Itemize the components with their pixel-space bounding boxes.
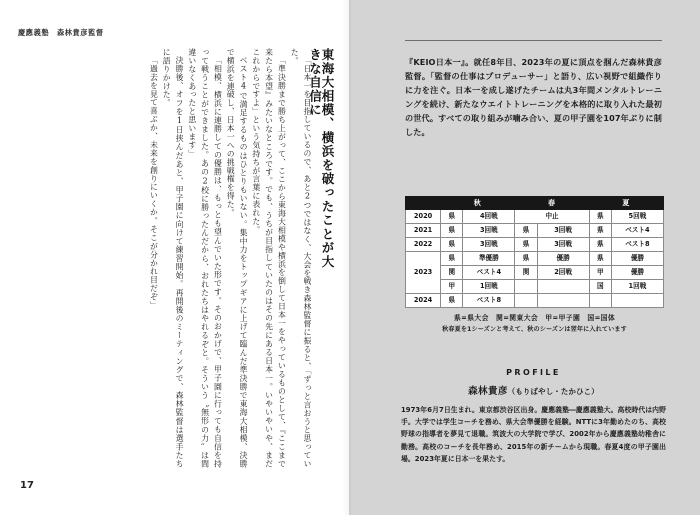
cell-badge: 県: [589, 210, 611, 224]
cell-result: 優勝: [537, 252, 589, 266]
table-row: [406, 266, 664, 280]
cell-badge: 県: [515, 252, 537, 266]
table-header-row: [406, 197, 664, 210]
cell-result: ベスト8: [463, 294, 515, 308]
record-table: [405, 196, 664, 308]
divider-rule: [405, 40, 662, 41]
cell-year: 2022: [406, 238, 441, 252]
table-legend: 県=県大会 関=関東大会 甲=甲子園 国=国体: [453, 314, 616, 322]
cell-badge: 県: [589, 252, 611, 266]
body-paragraph: 決勝後、オフを1日挟んだあと、甲子園に向けて練習開始。再開後のミーティングで、森林監督は選手たちに語りかけた。: [162, 48, 185, 468]
table-row: [406, 294, 664, 308]
profile-name-kanji: 森林貴彦: [468, 386, 508, 397]
cell-result: 中止: [515, 210, 589, 224]
cell-badge: 県: [515, 238, 537, 252]
table-footnote: 秋春夏を1シーズンと考えて、秋のシーズンは翌年に入れています: [442, 325, 627, 333]
table-row: [406, 224, 664, 238]
cell-badge: 県: [515, 224, 537, 238]
body-paragraph: 「相模、横浜に連勝しての優勝は、もっとも望んでいた形です。そのおかげで、甲子園に行っても自信を持って戦うことができました。あの2校に勝ったんだから、おれたちはやれるぞと。そういう〝無形の力〟は間違いなくあったと思います」: [187, 48, 223, 468]
cell-badge: 県: [441, 294, 463, 308]
profile-kicker: PROFILE: [506, 368, 561, 377]
table-row: [406, 238, 664, 252]
cell-year: 2024: [406, 294, 441, 308]
cell-result-empty: [537, 280, 589, 294]
cell-badge: 甲: [441, 280, 463, 294]
cell-badge: 県: [441, 238, 463, 252]
table-note: [405, 314, 664, 334]
cell-result: ベスト8: [611, 238, 663, 252]
table-row: [406, 210, 664, 224]
body-paragraph: 「日本一を目指しているので、あと2つではなく、大会を戦き森林監督に振ると、「ずっと言おうと思っていた。: [290, 48, 312, 468]
profile-body: 1973年6月7日生まれ。東京都渋谷区出身。慶應義塾―慶應義塾大。高校時代は内野手。大学では学生コーチを務め、県大会準優勝を経験。NTTに3年勤めたのち、高校野球の指導者を夢見て退職。筑波大の大学院で学び、2002年から慶應義塾幼稚舎に勤務。高校のコーチを長年務め、2015年の新チームから現職。春夏4度の甲子園出場。2023年夏に日本一を果たす。: [401, 406, 666, 463]
lead-paragraph: 『KEIO日本一』。就任8年目、2023年の夏に頂点を掴んだ森林貴彦監督。「監督の仕事はプロデューサー」と語り、広い視野で組織作りに力を注ぐ。日本一を成し遂げたチームは丸3年間メンタルトレーニングを続け、新たなウエイトトレーニングを本格的に取り入れた最初の世代。すべての取り組みが噛み合い、夏の甲子園を107年ぶりに制した。: [405, 57, 662, 138]
cell-result-empty: [611, 294, 663, 308]
cell-year: 2021: [406, 224, 441, 238]
table-body: [406, 210, 664, 308]
cell-year: 2023: [406, 252, 441, 294]
page-number: 17: [20, 480, 34, 491]
article-heading: 東海大相模、横浜を破ったことが大きな自信に: [307, 48, 335, 269]
cell-result: 1回戦: [611, 280, 663, 294]
article-body: [17, 48, 313, 468]
body-paragraph: ベスト4で満足するものはひとりもいない。集中力をトップギアに上げて臨んだ準決勝で東海大相模、決勝で横浜を連破し、日本一への挑戦権を得た。: [226, 48, 249, 468]
cell-result: 優勝: [611, 252, 663, 266]
record-table-block: [405, 196, 664, 334]
profile-block: [401, 368, 666, 465]
th-summer: 夏: [589, 197, 663, 210]
cell-result: 1回戦: [463, 280, 515, 294]
cell-badge-empty: [515, 294, 537, 308]
cell-result: 3回戦: [463, 224, 515, 238]
cell-result: 3回戦: [537, 224, 589, 238]
cell-badge: 県: [441, 210, 463, 224]
cell-result: 2回戦: [537, 266, 589, 280]
right-page: [349, 0, 700, 515]
cell-badge: 県: [589, 224, 611, 238]
cell-badge: 県: [441, 252, 463, 266]
running-head: 慶應義塾 森林貴彦監督: [18, 28, 104, 37]
body-paragraph: 「準決勝まで勝ち上がって、ここから東海大相模や横浜を倒して日本一をやっているものとして、『ここまで来たら本望』みたいなところです。でも、うちが目指していたのはその先にある日本一。いやいやいや、まだこれからですよ」という気持ちが言葉に表れた。: [251, 48, 287, 468]
profile-name-kana: （もりばやし・たかひこ）: [507, 387, 599, 396]
cell-result-empty: [537, 294, 589, 308]
th-corner: [406, 197, 441, 210]
cell-result: 4回戦: [463, 210, 515, 224]
cell-badge: 甲: [589, 266, 611, 280]
cell-badge-empty: [589, 294, 611, 308]
cell-result: 3回戦: [463, 238, 515, 252]
cell-result: 準優勝: [463, 252, 515, 266]
cell-result: ベスト4: [611, 224, 663, 238]
cell-result: 3回戦: [537, 238, 589, 252]
left-page: [0, 0, 349, 515]
profile-name: [401, 383, 666, 397]
cell-badge: 県: [589, 238, 611, 252]
cell-result: 5回戦: [611, 210, 663, 224]
th-autumn: 秋: [441, 197, 515, 210]
table-row: [406, 252, 664, 266]
th-spring: 春: [515, 197, 589, 210]
body-paragraph: 「過去を見て喜ぶか、未来を創りにいくか。そこが分かれ目だぞ」: [149, 55, 159, 310]
cell-result: 優勝: [611, 266, 663, 280]
table-row: [406, 280, 664, 294]
cell-badge: 関: [515, 266, 537, 280]
cell-result: ベスト4: [463, 266, 515, 280]
cell-badge-empty: [515, 280, 537, 294]
cell-badge: 県: [441, 224, 463, 238]
cell-badge: 国: [589, 280, 611, 294]
cell-badge: 関: [441, 266, 463, 280]
lead-block: [405, 40, 662, 139]
table-head: [406, 197, 664, 210]
cell-year: 2020: [406, 210, 441, 224]
